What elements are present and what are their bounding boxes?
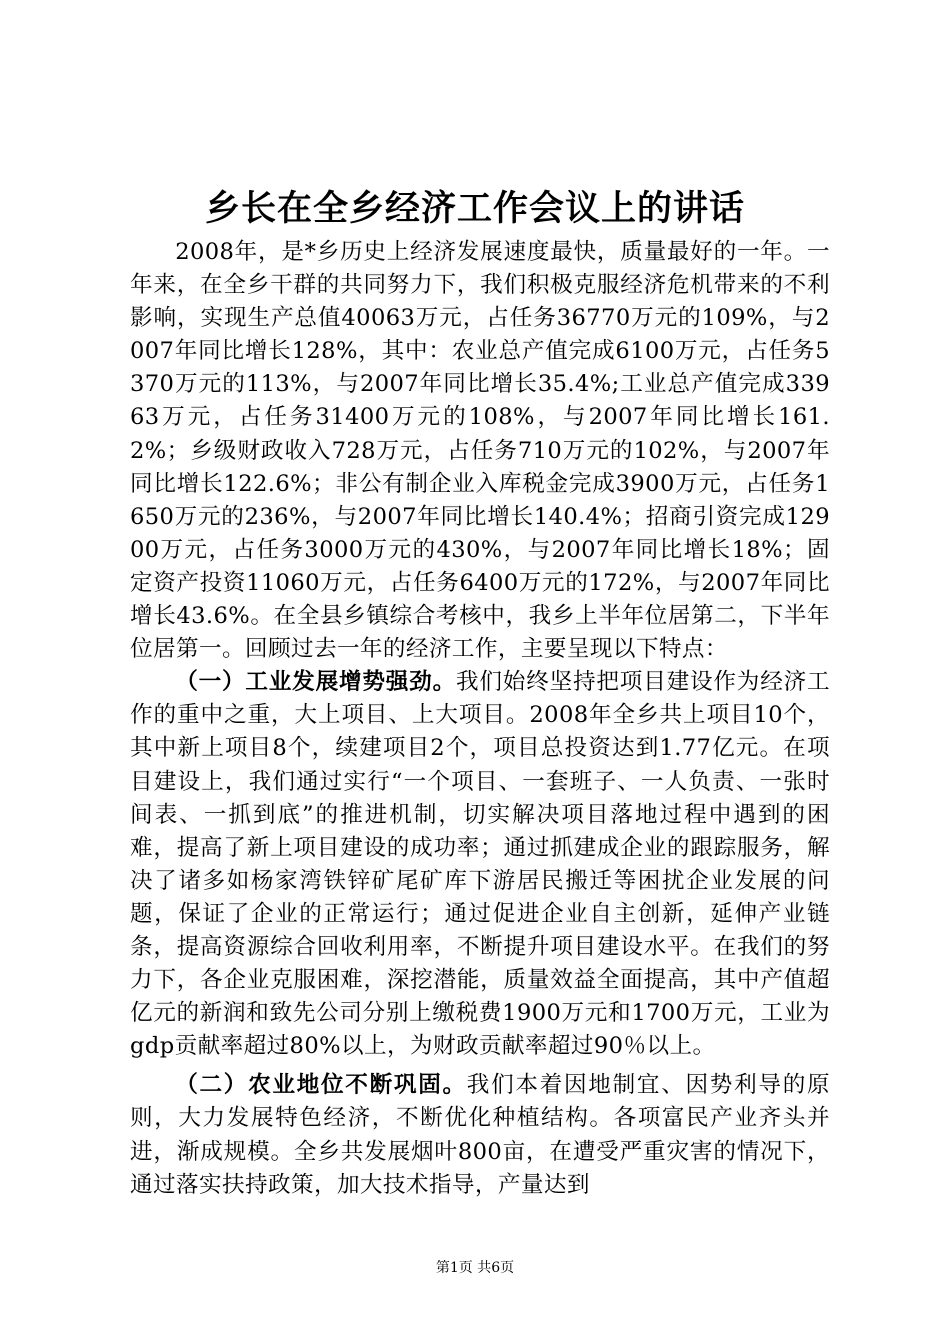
document-title: 乡长在全乡经济工作会议上的讲话: [204, 188, 745, 229]
paragraph-agriculture: [130, 1069, 830, 1201]
paragraph-text: 我们始终坚持把项目建设作为经济工作的重中之重，大上项目、上大项目。2008年全乡共上项目10个，其中新上项目8个，续建项目2个，项目总投资达到1.77亿元。在项目建设上，我们通过实行“一个项目、一套班子、一人负责、一张时间表、一抓到底”的推进机制，切实解决项目落地过程中遇到的困难，提高了新上项目建设的成功率；通过抓建成企业的跟踪服务，解决了诸多如杨家湾铁锌矿尾矿库下游居民搬迁等困扰企业发展的问题，保证了企业的正常运行；通过促进企业自主创新，延伸产业链条，提高资源综合回收利用率，不断提升项目建设水平。在我们的努力下，各企业克服困难，深挖潜能，质量效益全面提高，其中产值超亿元的新润和致先公司分别上缴税费1900万元和1700万元，工业为gdp贡献率超过80%以上，为财政贡献率超过90％以上。: [130, 669, 830, 1060]
paragraph-intro: [130, 236, 830, 666]
paragraph-industry: [130, 666, 830, 1063]
section-heading-industry: （一）工业发展增势强劲。: [175, 669, 456, 696]
paragraph-text: 2008年，是*乡历史上经济发展速度最快，质量最好的一年。一年来，在全乡干群的共同努力下，我们积极克服经济危机带来的不利影响，实现生产总值40063万元，占任务36770万元的109%，与2007年同比增长128%，其中：农业总产值完成6100万元，占任务5370万元的113%，与2007年同比增长35.4%;工业总产值完成33963万元，占任务31400万元的108%，与2007年同比增长161.2%；乡级财政收入728万元，占任务710万元的102%，与2007年同比增长122.6%；非公有制企业入库税金完成3900万元，占任务1650万元的236%，与2007年同比增长140.4%；招商引资完成12900万元，占任务3000万元的430%，与2007年同比增长18%；固定资产投资11060万元，占任务6400万元的172%，与2007年同比增长43.6%。在全县乡镇综合考核中，我乡上半年位居第二，下半年位居第一。回顾过去一年的经济工作，主要呈现以下特点：: [130, 239, 830, 663]
page-number-footer: 第1页 共6页: [435, 1260, 515, 1276]
section-heading-agriculture: （二）农业地位不断巩固。: [175, 1072, 467, 1099]
paragraph-text: 我们本着因地制宜、因势利导的原则，大力发展特色经济，不断优化种植结构。各项富民产业齐头并进，渐成规模。全乡共发展烟叶800亩，在遭受严重灾害的情况下，通过落实扶持政策，加大技术指导，产量达到: [130, 1072, 830, 1198]
document-body: [130, 236, 830, 1202]
